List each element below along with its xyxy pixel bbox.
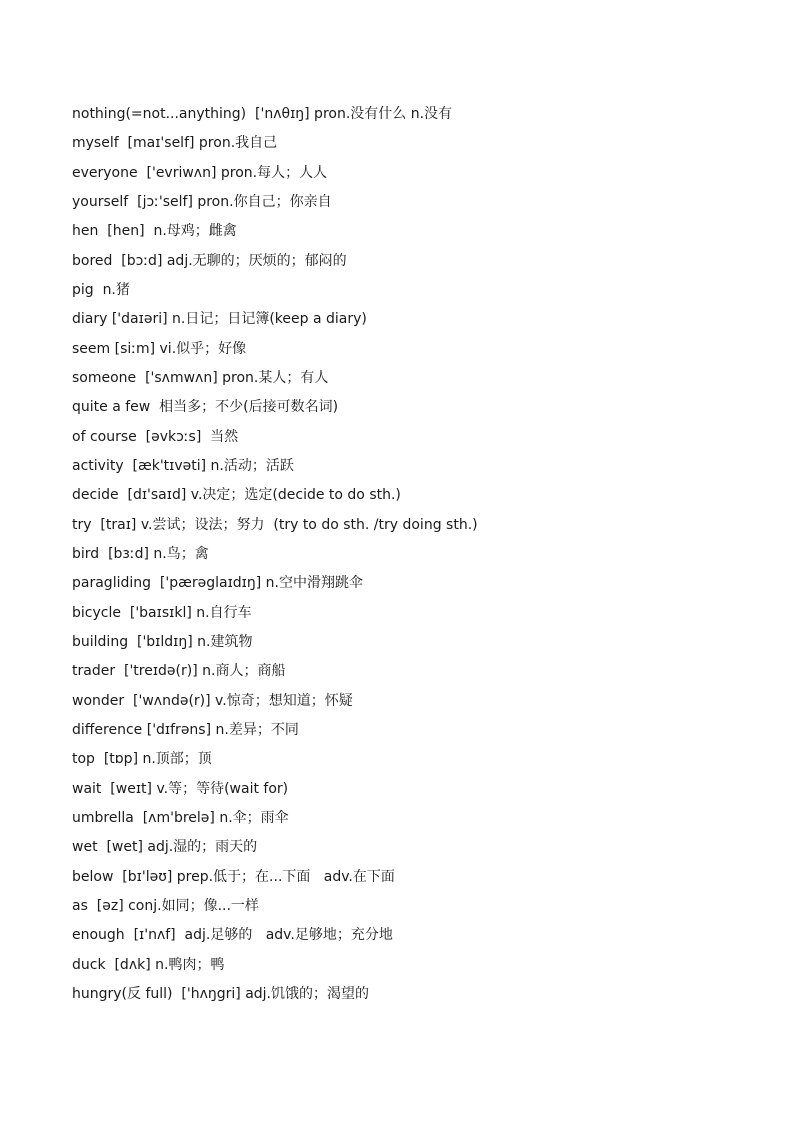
- vocab-entry: difference ['dɪfrəns] n.差异；不同: [72, 721, 299, 738]
- vocab-entry: someone ['sʌmwʌn] pron.某人；有人: [72, 369, 329, 386]
- vocab-entry: umbrella [ʌm'brelə] n.伞；雨伞: [72, 809, 289, 826]
- vocab-entry: bicycle ['baɪsɪkl] n.自行车: [72, 604, 252, 621]
- vocab-entry: of course [əvkɔːs] 当然: [72, 428, 239, 445]
- vocab-entry: bird [bɜːd] n.鸟；禽: [72, 545, 209, 562]
- vocab-entry: building ['bɪldɪŋ] n.建筑物: [72, 633, 253, 650]
- vocab-entry: wonder ['wʌndə(r)] v.惊奇；想知道；怀疑: [72, 692, 353, 709]
- vocab-entry: top [tɒp] n.顶部；顶: [72, 751, 212, 768]
- vocab-entry: enough [ɪ'nʌf] adj.足够的 adv.足够地；充分地: [72, 927, 393, 944]
- vocab-entry: paragliding ['pærəglaɪdɪŋ] n.空中滑翔跳伞: [72, 575, 363, 592]
- vocab-entry: myself [maɪ'self] pron.我自己: [72, 135, 278, 152]
- vocab-entry: activity [æk'tɪvəti] n.活动；活跃: [72, 457, 294, 474]
- vocab-entry: bored [bɔːd] adj.无聊的；厌烦的；郁闷的: [72, 252, 347, 269]
- vocab-entry: hungry(反 full) ['hʌŋgri] adj.饥饿的；渴望的: [72, 985, 369, 1002]
- vocab-entry: seem [siːm] vi.似乎；好像: [72, 340, 247, 357]
- vocab-entry: below [bɪ'ləʊ] prep.低于；在...下面 adv.在下面: [72, 868, 395, 885]
- vocab-entry: decide [dɪ'saɪd] v.决定；选定(decide to do sth.): [72, 487, 401, 504]
- vocab-entry: duck [dʌk] n.鸭肉；鸭: [72, 956, 225, 973]
- vocab-entry: pig n.猪: [72, 281, 130, 298]
- vocab-entry: diary ['daɪəri] n.日记；日记簿(keep a diary): [72, 311, 367, 328]
- vocab-entry: quite a few 相当多；不少(后接可数名词): [72, 399, 339, 416]
- vocab-entry: nothing(=not...anything) ['nʌθɪŋ] pron.没有什么 n.没有: [72, 106, 453, 122]
- vocabulary-list: [72, 100, 772, 1009]
- vocab-entry: everyone ['evriwʌn] pron.每人；人人: [72, 164, 328, 181]
- vocab-entry: wait [weɪt] v.等；等待(wait for): [72, 780, 289, 797]
- vocab-entry: yourself [jɔː'self] pron.你自己；你亲自: [72, 193, 332, 210]
- vocab-entry: wet [wet] adj.湿的；雨天的: [72, 839, 258, 856]
- vocab-entry: trader ['treɪdə(r)] n.商人；商船: [72, 663, 286, 680]
- vocab-entry: as [əz] conj.如同；像...一样: [72, 897, 259, 914]
- vocab-entry: try [traɪ] v.尝试；设法；努力 (try to do sth. /try doing sth.): [72, 516, 478, 533]
- vocab-entry: hen [hen] n.母鸡；雌禽: [72, 223, 237, 240]
